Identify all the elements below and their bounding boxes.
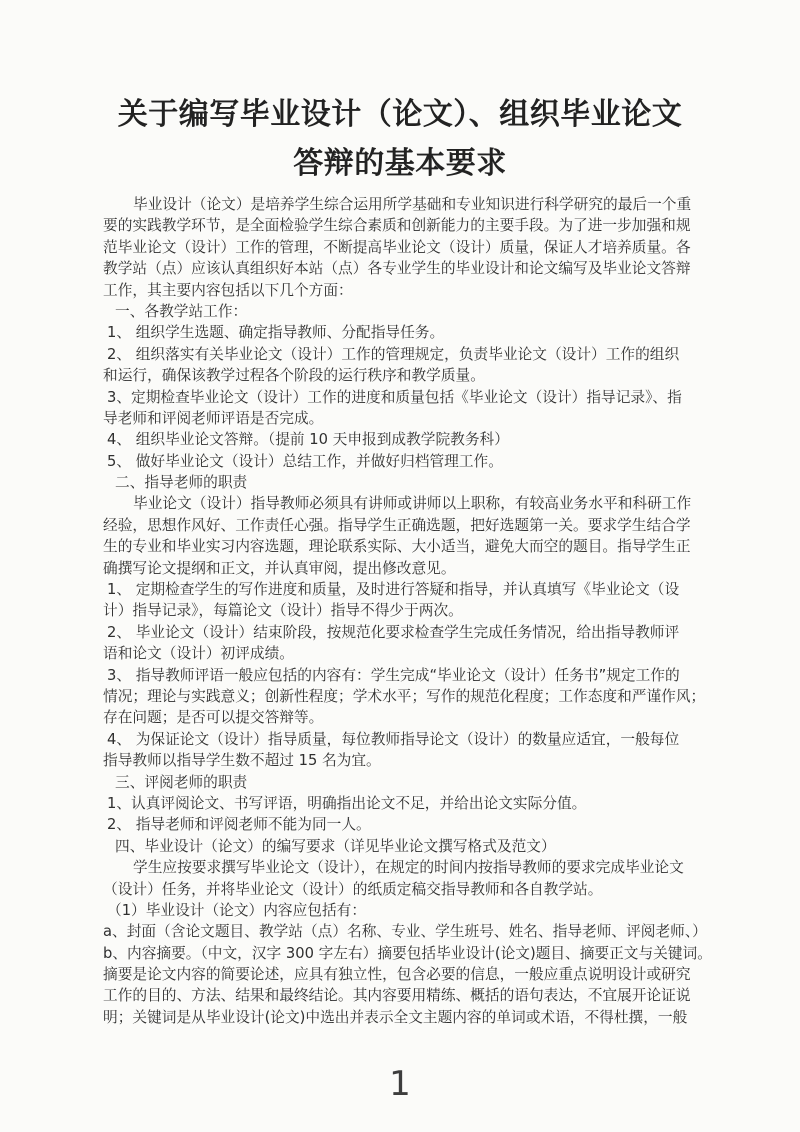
text-line: 工作，其主要内容包括以下几个方面： xyxy=(103,281,353,299)
text-line: 摘要是论文内容的简要论述，应具有独立性，包含必要的信息，一般应重点说明设计或研究 xyxy=(103,966,691,984)
text-line: 语和论文（设计）初评成绩。 xyxy=(103,645,294,663)
text-line: 导老师和评阅老师评语是否完成。 xyxy=(103,409,324,427)
text-line: 毕业论文（设计）指导教师必须具有讲师或讲师以上职称，有较高业务水平和科研工作 xyxy=(133,495,692,513)
text-line: 工作的目的、方法、结果和最终结论。其内容要用精练、概括的语句表达，不宜展开论证说 xyxy=(103,987,691,1005)
text-line: 教学站（点）应该认真组织好本站（点）各专业学生的毕业设计和论文编写及毕业论文答辩 xyxy=(103,260,691,278)
text-line: 情况；理论与实践意义；创新性程度；学术水平；写作的规范化程度；工作态度和严谨作风； xyxy=(103,687,706,705)
text-line: 4、 为保证论文（设计）指导质量，每位教师指导论文（设计）的数量应适宜，一般每位 xyxy=(107,730,680,748)
text-line: 三、评阅老师的职责 xyxy=(115,773,248,791)
text-line: 二、指导老师的职责 xyxy=(115,474,248,492)
text-line: 1、 组织学生选题、确定指导教师、分配指导任务。 xyxy=(107,324,445,342)
text-line: 指导教师以指导学生数不超过 15 名为宜。 xyxy=(103,752,381,770)
text-line: （1）毕业设计（论文）内容应包括有： xyxy=(107,901,367,919)
text-line: 3、 指导教师评语一般应包括的内容有：学生完成“毕业论文（设计）任务书”规定工作的 xyxy=(107,666,680,684)
document-title xyxy=(0,90,800,188)
text-line: 确撰写论文提纲和正文，并认真审阅，提出修改意见。 xyxy=(103,559,456,577)
text-line: b、内容摘要。（中文，汉字 300 字左右）摘要包括毕业设计(论文)题目、摘要正文与关键词。 xyxy=(103,944,712,962)
text-line: 明；关键词是从毕业设计(论文)中选出并表示全文主题内容的单词或术语，不得杜撰，一般 xyxy=(103,1008,688,1026)
text-line: 和运行，确保该教学过程各个阶段的运行秩序和教学质量。 xyxy=(103,367,485,385)
text-line: 2、 指导老师和评阅老师不能为同一人。 xyxy=(107,816,371,834)
text-line: 2、 组织落实有关毕业论文（设计）工作的管理规定，负责毕业论文（设计）工作的组织 xyxy=(107,345,680,363)
text-line: 学生应按要求撰写毕业论文（设计），在规定的时间内按指导教师的要求完成毕业论文 xyxy=(133,859,684,877)
document-body xyxy=(103,194,712,1028)
text-line: 要的实践教学环节，是全面检验学生综合素质和创新能力的主要手段。为了进一步加强和规 xyxy=(103,217,691,235)
text-line: a、封面（含论文题目、教学站（点）名称、专业、学生班号、姓名、指导老师、评阅老师、） xyxy=(103,923,707,941)
document-title-line-1: 关于编写毕业设计（论文）、组织毕业论文 xyxy=(117,97,683,132)
text-line: 1、 定期检查学生的写作进度和质量，及时进行答疑和指导，并认真填写《毕业论文（设 xyxy=(107,581,680,599)
text-line: 计）指导记录》，每篇论文（设计）指导不得少于两次。 xyxy=(103,602,463,620)
text-line: 生的专业和毕业实习内容选题，理论联系实际、大小适当，避免大而空的题目。指导学生正 xyxy=(103,538,691,556)
text-line: 经验，思想作风好、工作责任心强。指导学生正确选题，把好选题第一关。要求学生结合学 xyxy=(103,516,691,534)
text-line: 3、定期检查毕业论文（设计）工作的进度和质量包括《毕业论文（设计）指导记录》、指 xyxy=(107,388,682,406)
text-line: 4、 组织毕业论文答辩。（提前 10 天申报到成教学院教务科） xyxy=(107,431,509,449)
text-line: 范毕业论文（设计）工作的管理，不断提高毕业论文（设计）质量，保证人才培养质量。各 xyxy=(103,238,691,256)
document-title-line-2: 答辩的基本要求 xyxy=(293,146,507,181)
text-line: 1、认真评阅论文、书写评语，明确指出论文不足，并给出论文实际分值。 xyxy=(107,794,587,812)
text-line: 四、毕业设计（论文）的编写要求（详见毕业论文撰写格式及范文） xyxy=(115,837,556,855)
text-line: （设计）任务，并将毕业论文（设计）的纸质定稿交指导教师和各自教学站。 xyxy=(103,880,603,898)
text-line: 毕业设计（论文）是培养学生综合运用所学基础和专业知识进行科学研究的最后一个重 xyxy=(133,196,692,213)
text-line: 5、 做好毕业论文（设计）总结工作，并做好归档管理工作。 xyxy=(107,452,503,470)
text-line: 一、各教学站工作： xyxy=(115,302,248,320)
text-line: 存在问题；是否可以提交答辩等。 xyxy=(103,709,324,727)
page-number: 1 xyxy=(389,1064,411,1104)
text-line: 2、 毕业论文（设计）结束阶段，按规范化要求检查学生完成任务情况，给出指导教师评 xyxy=(107,623,680,641)
